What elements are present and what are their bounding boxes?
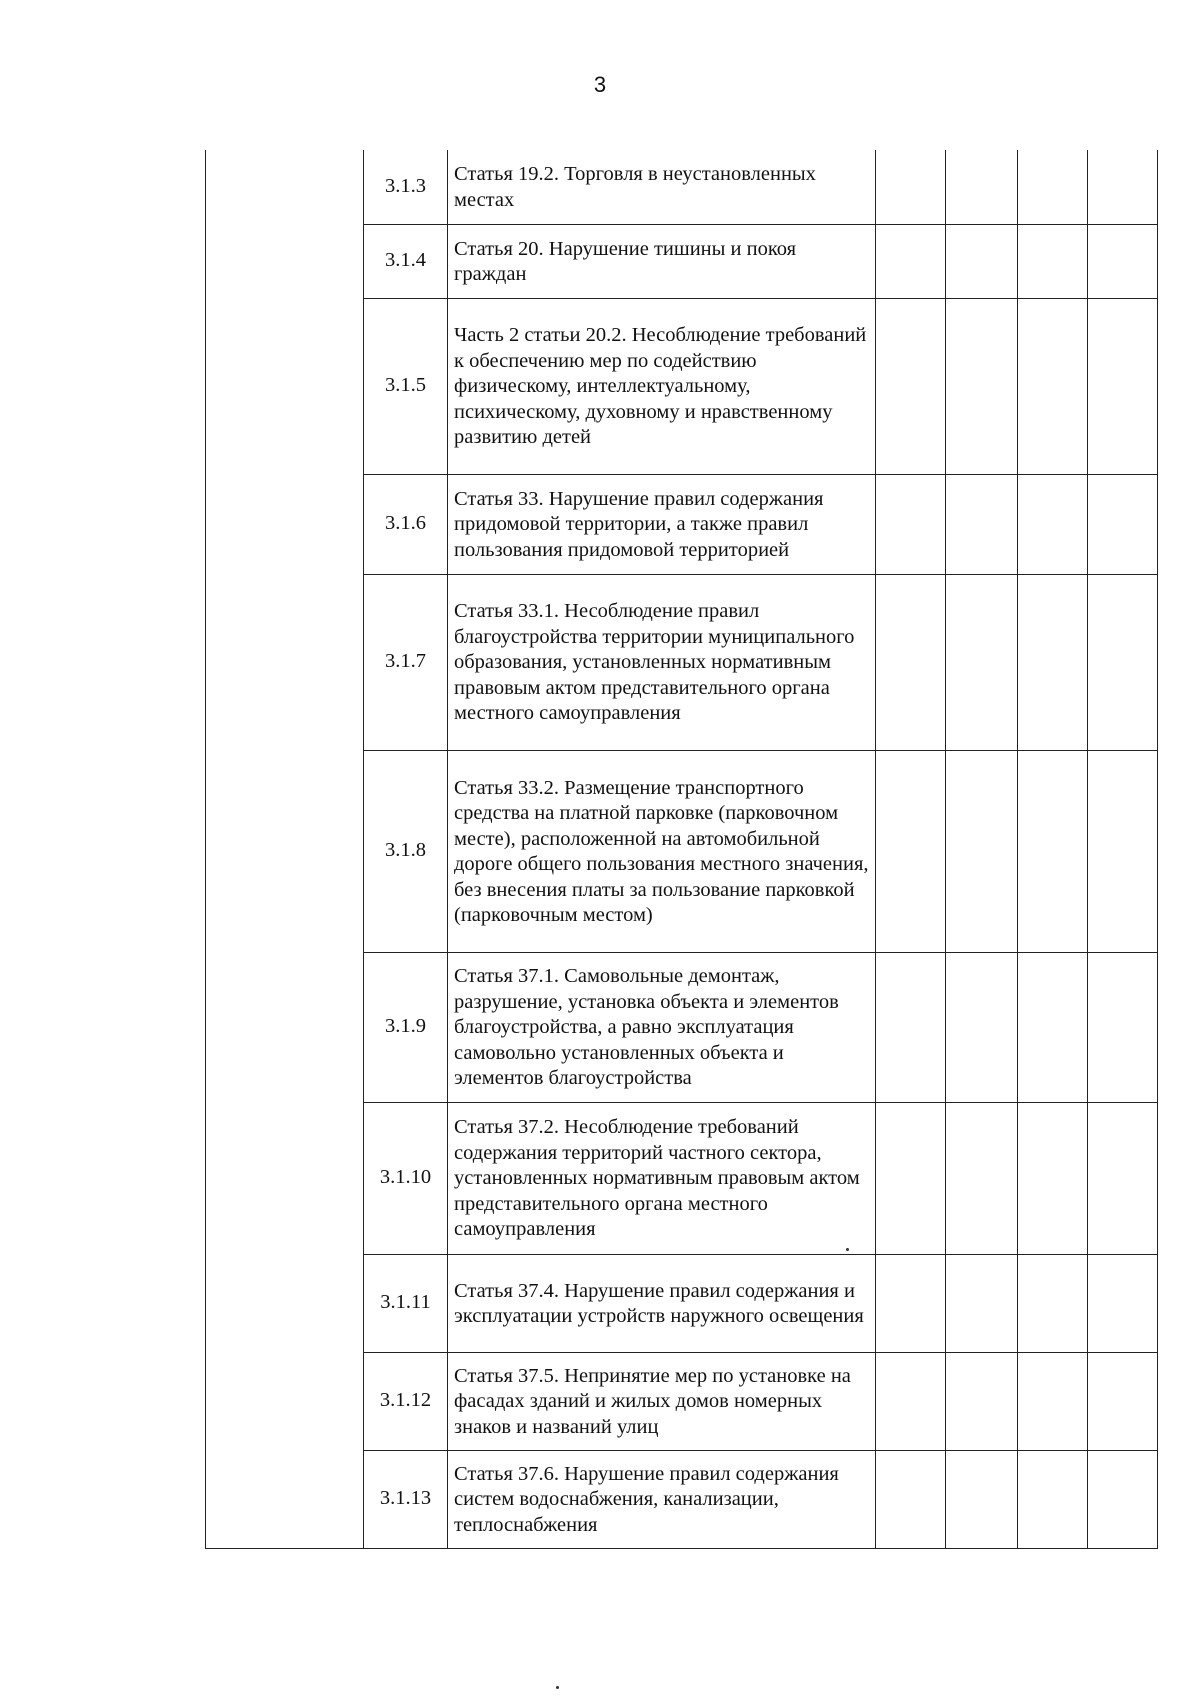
table-row — [206, 952, 1158, 1102]
empty-cell — [1088, 1102, 1158, 1254]
empty-cell — [946, 750, 1018, 952]
violations-table — [205, 150, 1158, 1549]
empty-cell — [876, 1102, 946, 1254]
table-row — [206, 150, 1158, 224]
scan-dot — [846, 1248, 849, 1251]
empty-cell — [1018, 1352, 1088, 1450]
table-row — [206, 750, 1158, 952]
row-number: 3.1.7 — [364, 574, 448, 750]
row-text: Статья 20. Нарушение тишины и покоя граждан — [448, 224, 876, 298]
empty-cell — [1088, 150, 1158, 224]
empty-cell — [946, 1102, 1018, 1254]
empty-cell — [876, 574, 946, 750]
empty-cell — [1018, 1450, 1088, 1548]
empty-cell — [1088, 474, 1158, 574]
empty-cell — [946, 1450, 1018, 1548]
page-number: 3 — [593, 72, 607, 97]
empty-cell — [1018, 224, 1088, 298]
empty-cell — [876, 224, 946, 298]
empty-cell — [1018, 574, 1088, 750]
left-column-cell — [206, 952, 364, 1102]
empty-cell — [946, 298, 1018, 474]
table-row — [206, 574, 1158, 750]
empty-cell — [1018, 1102, 1088, 1254]
left-column-cell — [206, 574, 364, 750]
empty-cell — [876, 750, 946, 952]
row-number: 3.1.4 — [364, 224, 448, 298]
empty-cell — [1088, 1254, 1158, 1352]
left-column-cell — [206, 224, 364, 298]
left-column-cell — [206, 1450, 364, 1548]
empty-cell — [876, 1450, 946, 1548]
table-row — [206, 224, 1158, 298]
left-column-cell — [206, 1102, 364, 1254]
row-text: Статья 37.5. Непринятие мер по установке на фасадах зданий и жилых домов номерных знаков и названий улиц — [448, 1352, 876, 1450]
empty-cell — [1088, 1450, 1158, 1548]
empty-cell — [1018, 298, 1088, 474]
empty-cell — [946, 1254, 1018, 1352]
empty-cell — [876, 298, 946, 474]
scan-dot — [556, 1686, 559, 1689]
empty-cell — [1088, 1352, 1158, 1450]
row-number: 3.1.10 — [364, 1102, 448, 1254]
row-text: Статья 33.2. Размещение транспортного средства на платной парковке (парковочном месте), расположенной на автомобильной дороге общего пользования местного значения, без внесения платы за пользование парковкой (парковочным местом) — [448, 750, 876, 952]
empty-cell — [946, 574, 1018, 750]
row-number: 3.1.6 — [364, 474, 448, 574]
left-column-cell — [206, 750, 364, 952]
left-column-cell — [206, 474, 364, 574]
row-text: Статья 33. Нарушение правил содержания придомовой территории, а также правил пользования придомовой территорией — [448, 474, 876, 574]
row-text: Статья 37.2. Несоблюдение требований содержания территорий частного сектора, установленных нормативным правовым актом представительного органа местного самоуправления — [448, 1102, 876, 1254]
left-column-cell — [206, 298, 364, 474]
empty-cell — [876, 150, 946, 224]
table-row — [206, 1450, 1158, 1548]
empty-cell — [1018, 474, 1088, 574]
row-number: 3.1.11 — [364, 1254, 448, 1352]
empty-cell — [876, 474, 946, 574]
row-number: 3.1.3 — [364, 150, 448, 224]
row-number: 3.1.13 — [364, 1450, 448, 1548]
empty-cell — [946, 952, 1018, 1102]
empty-cell — [946, 1352, 1018, 1450]
table-row — [206, 1254, 1158, 1352]
empty-cell — [946, 474, 1018, 574]
row-text: Часть 2 статьи 20.2. Несоблюдение требований к обеспечению мер по содействию физическому, интеллектуальному, психическому, духовному и нравственному развитию детей — [448, 298, 876, 474]
empty-cell — [946, 150, 1018, 224]
row-text: Статья 37.1. Самовольные демонтаж, разрушение, установка объекта и элементов благоустройства, а равно эксплуатация самовольно установленных объекта и элементов благоустройства — [448, 952, 876, 1102]
row-number: 3.1.9 — [364, 952, 448, 1102]
empty-cell — [1018, 750, 1088, 952]
row-number: 3.1.12 — [364, 1352, 448, 1450]
empty-cell — [1088, 750, 1158, 952]
left-column-cell — [206, 1254, 364, 1352]
empty-cell — [876, 1254, 946, 1352]
empty-cell — [946, 224, 1018, 298]
empty-cell — [1088, 574, 1158, 750]
left-column-cell — [206, 150, 364, 224]
empty-cell — [1018, 1254, 1088, 1352]
row-text: Статья 19.2. Торговля в неустановленных местах — [448, 150, 876, 224]
table-row — [206, 1352, 1158, 1450]
table-row — [206, 1102, 1158, 1254]
empty-cell — [1018, 150, 1088, 224]
empty-cell — [1088, 224, 1158, 298]
row-text: Статья 37.4. Нарушение правил содержания и эксплуатации устройств наружного освещения — [448, 1254, 876, 1352]
row-number: 3.1.5 — [364, 298, 448, 474]
row-number: 3.1.8 — [364, 750, 448, 952]
empty-cell — [1018, 952, 1088, 1102]
empty-cell — [1088, 952, 1158, 1102]
row-text: Статья 37.6. Нарушение правил содержания систем водоснабжения, канализации, теплоснабжения — [448, 1450, 876, 1548]
table-row — [206, 474, 1158, 574]
empty-cell — [876, 952, 946, 1102]
left-column-cell — [206, 1352, 364, 1450]
row-text: Статья 33.1. Несоблюдение правил благоустройства территории муниципального образования, установленных нормативным правовым актом представительного органа местного самоуправления — [448, 574, 876, 750]
empty-cell — [876, 1352, 946, 1450]
table-body — [206, 150, 1158, 1548]
table-row — [206, 298, 1158, 474]
empty-cell — [1088, 298, 1158, 474]
